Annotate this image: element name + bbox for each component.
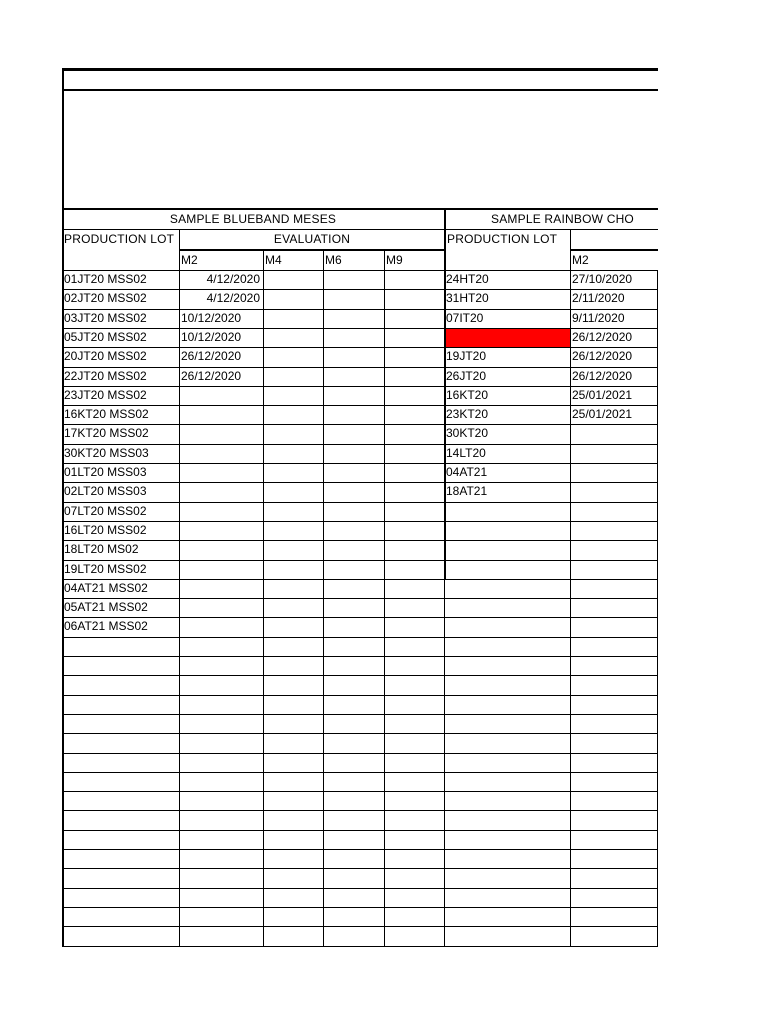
- rainbow-lot-cell: 30KT20: [446, 426, 489, 441]
- row-line: [62, 810, 658, 811]
- blueband-production-lot-header: PRODUCTION LOT: [64, 232, 175, 246]
- blueband-lot-cell: 18LT20 MS02: [64, 542, 139, 557]
- row-line: [62, 328, 658, 329]
- subheader-m4: M4: [265, 253, 282, 267]
- row-line: [62, 849, 658, 850]
- row-line: [62, 637, 658, 638]
- rainbow-m2-cell: 25/01/2021: [572, 407, 633, 422]
- row-line: [62, 830, 658, 831]
- col-line: [657, 270, 658, 946]
- blueband-lot-cell: 05JT20 MSS02: [64, 329, 147, 344]
- row-line: [62, 444, 658, 445]
- rainbow-lot-cell: 18AT21: [446, 484, 488, 499]
- row-line: [62, 598, 658, 599]
- col-line: [263, 249, 264, 946]
- rainbow-m2-cell: 9/11/2020: [572, 310, 625, 325]
- blueband-lot-cell: 07LT20 MSS02: [64, 503, 147, 518]
- rainbow-m2-cell: 27/10/2020: [572, 272, 633, 286]
- row-line: [62, 309, 658, 310]
- rainbow-lot-cell: 24HT20: [446, 272, 489, 286]
- rainbow-lot-cell: 26JT20: [446, 368, 487, 383]
- row-line: [62, 926, 658, 927]
- col-line: [179, 229, 180, 946]
- blueband-lot-cell: 05AT21 MSS02: [64, 600, 148, 615]
- rainbow-lot-cell: 14LT20: [446, 445, 486, 460]
- row-line: [62, 579, 658, 580]
- rainbow-lot-cell: 04AT21: [446, 465, 488, 479]
- rainbow-m2-cell: 26/12/2020: [572, 368, 633, 383]
- rainbow-section-title: SAMPLE RAINBOW CHO: [491, 212, 634, 226]
- row-line: [62, 888, 658, 889]
- blueband-lot-cell: 19LT20 MSS02: [64, 561, 147, 576]
- row-line: [62, 502, 658, 503]
- row-line: [62, 675, 658, 676]
- row-line: [62, 656, 658, 657]
- rainbow-production-lot-header: PRODUCTION LOT: [447, 232, 558, 246]
- row-line: [62, 270, 658, 271]
- row-line: [62, 347, 658, 348]
- blueband-lot-cell: 30KT20 MSS03: [64, 445, 149, 460]
- blueband-lot-cell: 04AT21 MSS02: [64, 580, 148, 595]
- header-line: [62, 229, 658, 230]
- blueband-lot-cell: 06AT21 MSS02: [64, 619, 148, 634]
- subheader-m6: M6: [325, 253, 342, 267]
- evaluation-underline: [179, 249, 444, 251]
- top-border: [62, 68, 658, 71]
- rainbow-lot-cell: 16KT20: [446, 387, 489, 402]
- subheader-m2: M2: [181, 253, 198, 267]
- blueband-lot-cell: 02JT20 MSS02: [64, 291, 147, 306]
- row-line: [62, 289, 658, 290]
- rainbow-lot-cell: 31HT20: [446, 291, 489, 306]
- blueband-section-title: SAMPLE BLUEBAND MESES: [169, 212, 337, 226]
- blueband-m2-cell: 26/12/2020: [181, 349, 242, 364]
- row-line: [62, 791, 658, 792]
- row-line: [62, 753, 658, 754]
- blueband-lot-cell: 01LT20 MSS03: [64, 465, 147, 479]
- rainbow-m2-cell: 26/12/2020: [572, 329, 633, 344]
- row-line: [62, 946, 658, 947]
- blueband-m2-cell: 26/12/2020: [181, 368, 242, 383]
- blueband-lot-cell: 02LT20 MSS03: [64, 484, 147, 499]
- blueband-evaluation-header: EVALUATION: [273, 232, 351, 246]
- blueband-lot-cell: 17KT20 MSS02: [64, 426, 149, 441]
- row-line: [62, 868, 658, 869]
- rainbow-m2-cell: 2/11/2020: [572, 291, 625, 306]
- blueband-m2-cell: 10/12/2020: [181, 329, 242, 344]
- col-line: [384, 249, 385, 946]
- subheader-m9: M9: [386, 253, 403, 267]
- row-line: [62, 463, 658, 464]
- rainbow-lot-cell: 23KT20: [446, 407, 489, 422]
- row-line: [62, 714, 658, 715]
- row-line: [62, 540, 658, 541]
- rainbow-m2-underline: [570, 249, 658, 251]
- rainbow-lot-cell: 07IT20: [446, 310, 484, 325]
- row-line: [62, 521, 658, 522]
- blueband-lot-cell: 22JT20 MSS02: [64, 368, 147, 383]
- row-line: [62, 733, 658, 734]
- section-divider-lower: [444, 580, 445, 946]
- rainbow-m2-cell: 25/01/2021: [572, 387, 633, 402]
- row-line: [62, 386, 658, 387]
- row-line: [62, 560, 658, 561]
- blueband-m2-cell: 4/12/2020: [206, 272, 260, 286]
- rainbow-m2-cell: 26/12/2020: [572, 349, 633, 364]
- row-line: [62, 617, 658, 618]
- col-line: [570, 229, 571, 946]
- row-line: [62, 695, 658, 696]
- highlighted-cell: [445, 329, 570, 347]
- row-line: [62, 772, 658, 773]
- title-row-border: [62, 89, 658, 91]
- row-line: [62, 424, 658, 425]
- blueband-lot-cell: 23JT20 MSS02: [64, 387, 147, 402]
- blueband-m2-cell: 4/12/2020: [206, 291, 260, 306]
- blueband-lot-cell: 03JT20 MSS02: [64, 310, 147, 325]
- row-line: [62, 405, 658, 406]
- section-divider: [444, 208, 446, 580]
- outer-left-border: [62, 68, 64, 946]
- blueband-lot-cell: 20JT20 MSS02: [64, 349, 147, 364]
- col-line: [323, 249, 324, 946]
- blueband-lot-cell: 16KT20 MSS02: [64, 407, 149, 422]
- rainbow-lot-cell: 19JT20: [446, 349, 487, 364]
- row-line: [62, 367, 658, 368]
- rainbow-subheader-m2: M2: [572, 253, 589, 267]
- row-line: [62, 907, 658, 908]
- blueband-lot-cell: 01JT20 MSS02: [64, 272, 147, 286]
- row-line: [62, 482, 658, 483]
- blueband-m2-cell: 10/12/2020: [181, 310, 242, 325]
- blueband-lot-cell: 16LT20 MSS02: [64, 522, 147, 537]
